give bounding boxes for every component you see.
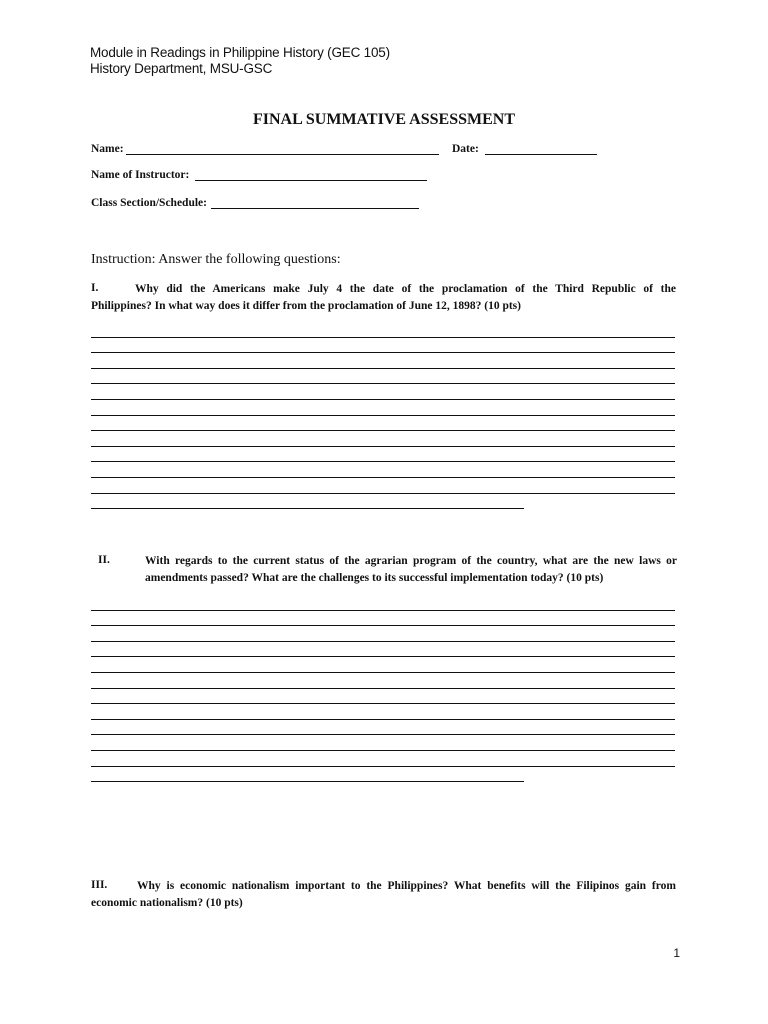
- section-label: Class Section/Schedule:: [91, 197, 207, 209]
- name-blank[interactable]: [126, 143, 439, 155]
- section-field: [91, 197, 419, 209]
- answer-line: [91, 400, 675, 416]
- question-1-number: I.: [91, 282, 99, 294]
- answer-line: [91, 657, 675, 673]
- answer-line: [91, 462, 675, 478]
- question-1-text-line1: Why did the Americans make July 4 the date of the proclamation of the Third Republic of the: [135, 283, 676, 295]
- answer-line: [91, 704, 675, 720]
- question-3-text: Why is economic nationalism important to the Philippines? What benefits will the Filipinos gain from economic nationalism? (10 pts): [91, 880, 676, 909]
- answer-line: [91, 478, 675, 494]
- name-field: [91, 143, 439, 155]
- assessment-title: FINAL SUMMATIVE ASSESSMENT: [253, 111, 515, 128]
- instructor-field: [91, 169, 427, 181]
- answer-line: [91, 338, 675, 354]
- answer-line-short: [91, 494, 524, 510]
- answer-line: [91, 626, 675, 642]
- answer-line: [91, 447, 675, 463]
- question-2-text: With regards to the current status of the agrarian program of the country, what are the new laws or amendments passed? What are the challenges to its successful implementation today? (10 pts): [145, 555, 677, 584]
- answer-line: [91, 384, 675, 400]
- answer-line: [91, 369, 675, 385]
- answer-line: [91, 642, 675, 658]
- answer-line: [91, 720, 675, 736]
- name-label: Name:: [91, 143, 124, 155]
- section-blank[interactable]: [211, 197, 419, 209]
- page-number: 1: [673, 946, 680, 960]
- answer-line: [91, 353, 675, 369]
- date-field: [452, 143, 597, 155]
- question-3-number: III.: [91, 879, 108, 891]
- instructor-blank[interactable]: [195, 169, 427, 181]
- answer-line: [91, 416, 675, 432]
- department-name: History Department, MSU-GSC: [90, 61, 273, 76]
- answer-line-short: [91, 767, 524, 783]
- answer-line: [91, 595, 675, 611]
- answer-line: [91, 431, 675, 447]
- question-1-answer-area[interactable]: [91, 322, 675, 509]
- date-blank[interactable]: [485, 143, 597, 155]
- question-2-answer-area[interactable]: [91, 595, 675, 782]
- answer-line: [91, 689, 675, 705]
- answer-line: [91, 751, 675, 767]
- module-title: Module in Readings in Philippine History (GEC 105): [90, 45, 390, 60]
- question-1-text-line2: Philippines? In what way does it differ from the proclamation of June 12, 1898? (10 pts): [91, 300, 521, 312]
- date-label: Date:: [452, 143, 479, 155]
- answer-line: [91, 611, 675, 627]
- instructor-label: Name of Instructor:: [91, 169, 190, 181]
- answer-line: [91, 322, 675, 338]
- question-2-number: II.: [98, 554, 110, 566]
- answer-line: [91, 673, 675, 689]
- instruction-text: Instruction: Answer the following questions:: [91, 252, 341, 267]
- module-header: [90, 45, 390, 77]
- answer-line: [91, 735, 675, 751]
